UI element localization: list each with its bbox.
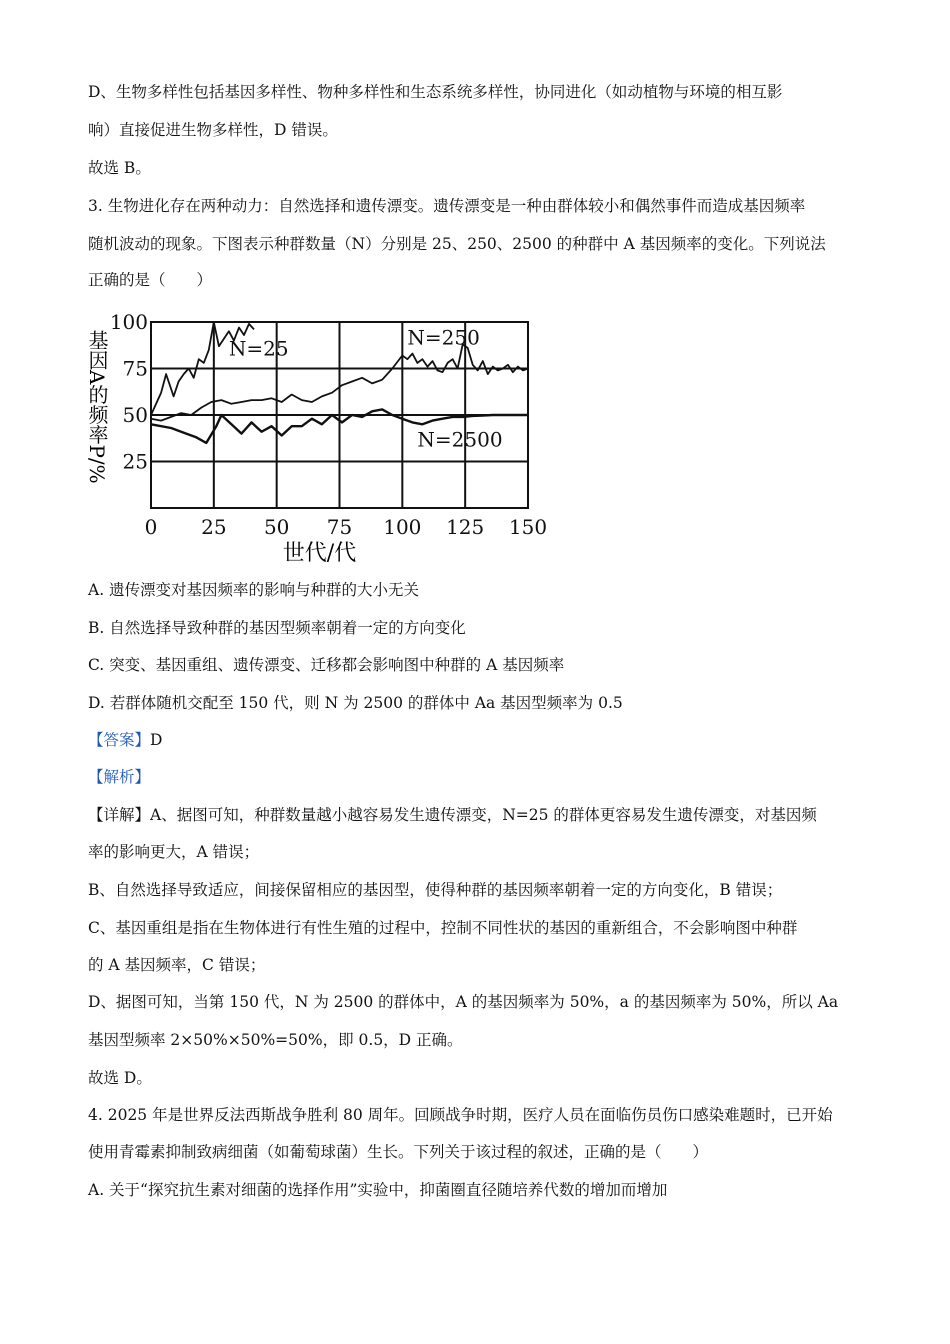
option-d: D. 若群体随机交配至 150 代，则 N 为 2500 的群体中 Aa 基因型频率为 0.5 xyxy=(88,694,623,712)
answer xyxy=(88,730,162,750)
option-c: C. 突变、基因重组、遗传漂变、迁移都会影响图中种群的 A 基因频率 xyxy=(88,656,565,674)
text-line: 使用青霉素抑制致病细菌（如葡萄球菌）生长。下列关于该过程的叙述，正确的是（ ） xyxy=(88,1143,709,1161)
text-line: 故选 B。 xyxy=(88,159,151,177)
x-tick-label: 0 xyxy=(144,515,158,539)
detail-line: B、自然选择导致适应，间接保留相应的基因型，使得种群的基因频率朝着一定的方向变化，B 错误； xyxy=(88,881,783,899)
gene-frequency-chart xyxy=(85,305,555,565)
answer-tag: 【答案】 xyxy=(88,731,151,749)
detail-line: 基因型频率 2×50%×50%=50%，即 0.5，D 正确。 xyxy=(88,1031,463,1049)
question-3-stem: 3. 生物进化存在两种动力：自然选择和遗传漂变。遗传漂变是一种由群体较小和偶然事件而造成基因频率 xyxy=(88,197,806,215)
text-line: 正确的是（ ） xyxy=(88,271,213,289)
detail-line: D、据图可知，当第 150 代，N 为 2500 的群体中，A 的基因频率为 50%，a 的基因频率为 50%，所以 Aa xyxy=(88,993,839,1011)
x-tick-label: 150 xyxy=(508,515,548,539)
detail-line: C、基因重组是指在生物体进行有性生殖的过程中，控制不同性状的基因的重新组合，不会影响图中种群 xyxy=(88,919,798,937)
option-a: A. 关于“探究抗生素对细菌的选择作用”实验中，抑菌圈直径随培养代数的增加而增加 xyxy=(88,1181,668,1199)
x-tick-label: 50 xyxy=(263,515,290,539)
question-4-stem: 4. 2025 年是世界反法西斯战争胜利 80 周年。回顾战争时期，医疗人员在面临伤员伤口感染难题时，已开始 xyxy=(88,1106,833,1124)
x-tick-label: 100 xyxy=(383,515,422,539)
y-tick-label: 50 xyxy=(122,403,148,427)
detail-line: 故选 D。 xyxy=(88,1069,152,1087)
option-b: B. 自然选择导致种群的基因型频率朝着一定的方向变化 xyxy=(88,619,466,637)
answer-value: D xyxy=(150,731,163,749)
option-a: A. 遗传漂变对基因频率的影响与种群的大小无关 xyxy=(88,581,420,599)
series-label: N=250 xyxy=(407,325,480,350)
series-label: N=2500 xyxy=(417,427,503,452)
detail-line: 【详解】A、据图可知，种群数量越小越容易发生遗传漂变，N=25 的群体更容易发生遗传漂变，对基因频 xyxy=(88,806,817,824)
y-tick-label: 25 xyxy=(122,449,148,474)
text-line: D、生物多样性包括基因多样性、物种多样性和生态系统多样性，协同进化（如动植物与环境的相互影 xyxy=(88,83,783,101)
series-label: N=25 xyxy=(228,336,289,361)
text-line: 随机波动的现象。下图表示种群数量（N）分别是 25、250、2500 的种群中 A 基因频率的变化。下列说法 xyxy=(88,235,826,253)
text-line: 响）直接促进生物多样性，D 错误。 xyxy=(88,121,338,139)
x-axis-label: 世代/代 xyxy=(282,541,357,565)
analysis-tag: 【解析】 xyxy=(88,768,151,786)
y-axis-label: 基因A的频率P/% xyxy=(85,330,109,484)
y-tick-label: 100 xyxy=(109,310,148,334)
y-tick-label: 75 xyxy=(122,356,148,381)
x-tick-label: 75 xyxy=(326,515,353,539)
x-tick-label: 125 xyxy=(446,515,485,539)
detail-line: 的 A 基因频率，C 错误； xyxy=(88,956,266,974)
x-tick-label: 25 xyxy=(201,515,227,539)
detail-line: 率的影响更大，A 错误； xyxy=(88,843,260,861)
detail-tag: 【详解】 xyxy=(88,806,151,824)
